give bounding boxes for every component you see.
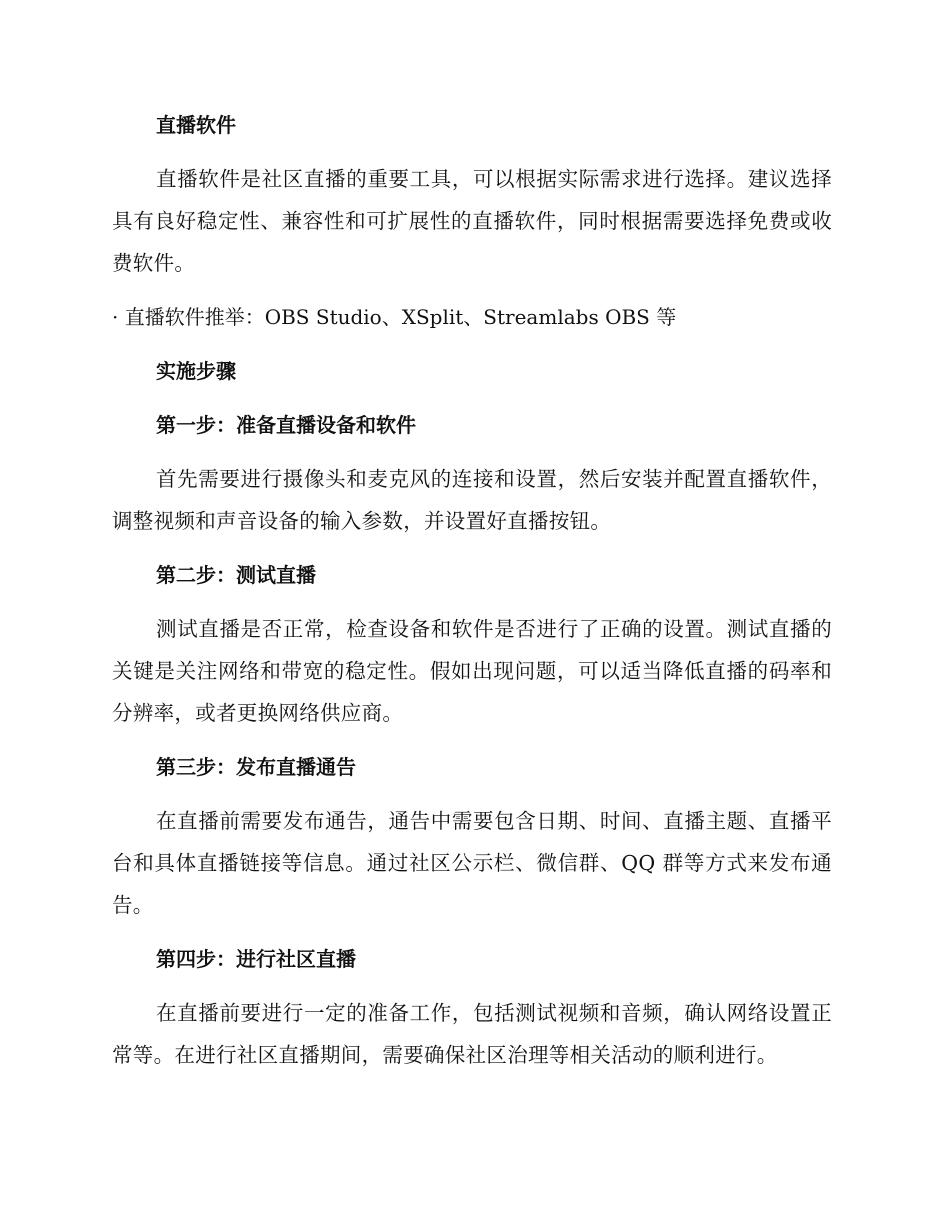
section-heading-live-software: 直播软件 xyxy=(156,113,236,137)
step-3-heading: 第三步：发布直播通告 xyxy=(156,755,356,779)
step-4-heading: 第四步：进行社区直播 xyxy=(156,947,356,971)
software-recommendation-item: · 直播软件推举：OBS Studio、XSplit、Streamlabs OBS 等 xyxy=(112,305,677,329)
document-content xyxy=(112,104,832,1088)
step-4-paragraph: 在直播前要进行一定的准备工作，包括测试视频和音频，确认网络设置正常等。在进行社区直播期间，需要确保社区治理等相关活动的顺利进行。 xyxy=(112,1001,832,1067)
step-1-paragraph: 首先需要进行摄像头和麦克风的连接和设置，然后安装并配置直播软件，调整视频和声音设备的输入参数，并设置好直播按钮。 xyxy=(112,467,832,533)
paragraph-live-software: 直播软件是社区直播的重要工具，可以根据实际需求进行选择。建议选择具有良好稳定性、兼容性和可扩展性的直播软件，同时根据需要选择免费或收费软件。 xyxy=(112,167,832,275)
section-heading-implementation-steps: 实施步骤 xyxy=(156,359,236,383)
step-2-paragraph: 测试直播是否正常，检查设备和软件是否进行了正确的设置。测试直播的关键是关注网络和带宽的稳定性。假如出现问题，可以适当降低直播的码率和分辨率，或者更换网络供应商。 xyxy=(112,617,832,725)
step-3-paragraph: 在直播前需要发布通告，通告中需要包含日期、时间、直播主题、直播平台和具体直播链接等信息。通过社区公示栏、微信群、QQ 群等方式来发布通告。 xyxy=(112,809,832,917)
step-2-heading: 第二步：测试直播 xyxy=(156,563,316,587)
step-1-heading: 第一步：准备直播设备和软件 xyxy=(156,413,416,437)
